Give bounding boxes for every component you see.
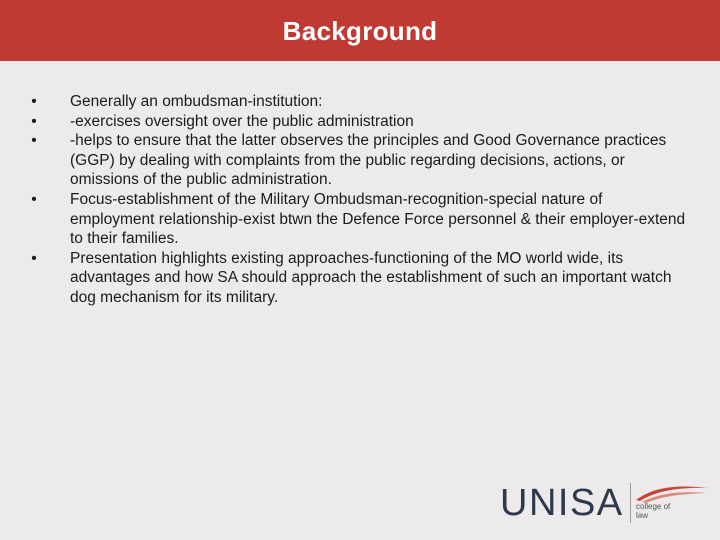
logo-subtitle <box>636 502 670 520</box>
bullet-text: Presentation highlights existing approaches-functioning of the MO world wide, its advantages and how SA should approach the establishment of such an important watch dog mechanism for its military. <box>70 249 672 306</box>
bullet-dot-icon: • <box>31 112 37 130</box>
bullet-dot-icon: • <box>31 190 37 208</box>
bullet-item <box>28 249 688 308</box>
slide-title: Background <box>282 16 438 46</box>
bullet-text: Generally an ombudsman-institution: <box>70 93 323 110</box>
bullet-dot-icon: • <box>31 132 37 150</box>
logo-sub-line: college of <box>636 502 671 511</box>
bullet-list <box>28 92 688 308</box>
unisa-logo <box>500 480 710 525</box>
title-bar <box>0 0 720 61</box>
swoosh-icon <box>634 480 710 504</box>
bullet-dot-icon: • <box>31 249 37 267</box>
bullet-item <box>28 92 688 112</box>
bullet-text: -exercises oversight over the public administration <box>70 112 414 130</box>
bullet-item <box>28 190 688 249</box>
logo-sub-line: law <box>636 511 649 520</box>
bullet-text: -helps to ensure that the latter observes the principles and Good Governance practices (GGP) by dealing with complaints from the public regarding decisions, actions, or omissions of the public administration. <box>70 132 667 189</box>
bullet-item <box>28 131 688 190</box>
bullet-text: Focus-establishment of the Military Ombudsman-recognition-special nature of employment relationship-exist btwn the Defence Force personnel & their employer-extend to their families. <box>70 190 686 248</box>
bullet-item <box>28 112 688 132</box>
logo-divider <box>630 483 631 523</box>
bullet-dot-icon: • <box>31 93 37 110</box>
logo-wordmark: UNISA <box>500 482 624 524</box>
